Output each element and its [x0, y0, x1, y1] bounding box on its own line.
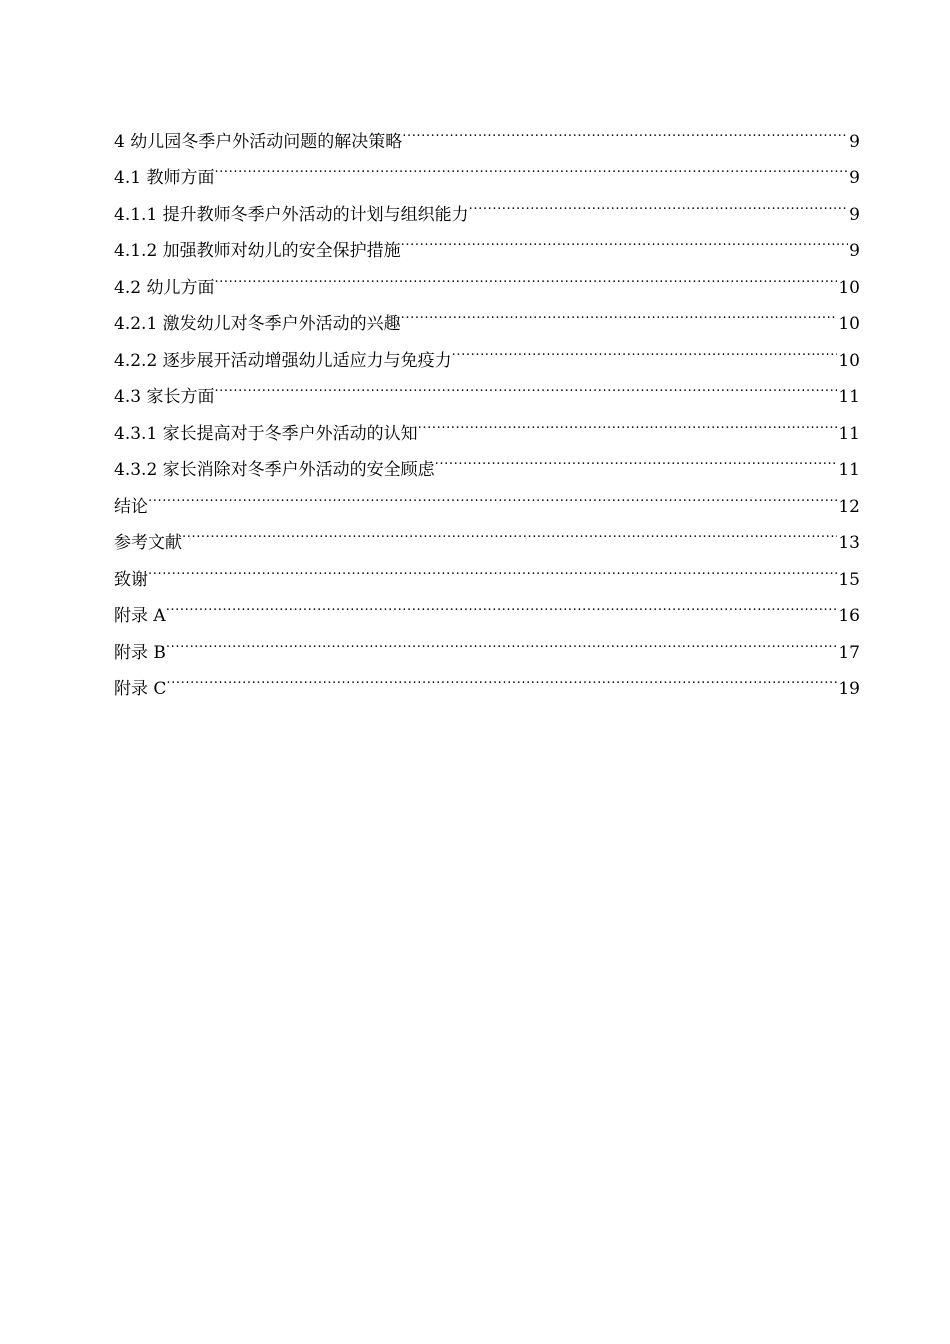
toc-entry-title: 致谢 [114, 569, 148, 590]
toc-dot-leader [214, 256, 837, 293]
toc-entry[interactable] [114, 585, 860, 626]
toc-dot-leader [401, 220, 849, 257]
toc-entry-title: 参考文献 [114, 533, 182, 553]
toc-dot-leader [166, 658, 837, 695]
toc-entry-title: 4.2 幼儿方面 [114, 277, 215, 298]
toc-entry-title: 4.3.1 家长提高对于冬季户外活动的认知 [114, 423, 418, 444]
toc-entry-title: 附录 C [114, 679, 167, 699]
toc-entry-page: 17 [838, 642, 860, 663]
toc-entry-title: 4.3 家长方面 [114, 387, 215, 407]
toc-entry-page: 11 [838, 387, 860, 407]
toc-entry[interactable] [114, 110, 860, 152]
toc-dot-leader [469, 183, 849, 220]
toc-entry-title: 附录 A [114, 606, 166, 626]
toc-entry-title: 结论 [114, 496, 148, 517]
toc-dot-leader [166, 585, 838, 622]
toc-entry[interactable] [114, 256, 860, 298]
toc-entry-title: 4.2.1 激发幼儿对冬季户外活动的兴趣 [114, 314, 401, 334]
toc-entry-title: 4.3.2 家长消除对冬季户外活动的安全顾虑 [114, 460, 435, 480]
toc-entry-page: 9 [849, 241, 860, 261]
toc-dot-leader [418, 402, 838, 439]
toc-entry[interactable] [114, 183, 860, 225]
toc-entry[interactable] [114, 548, 860, 590]
toc-entry-page: 10 [838, 277, 860, 298]
toc-entry[interactable] [114, 366, 860, 407]
toc-entry-page: 15 [838, 569, 860, 590]
toc-entry[interactable] [114, 147, 860, 188]
toc-dot-leader [402, 110, 848, 147]
toc-dot-leader [214, 366, 837, 403]
toc-entry-page: 16 [838, 606, 860, 626]
toc-entry-page: 9 [849, 131, 860, 152]
toc-entry-page: 12 [838, 496, 860, 517]
toc-entry-page: 13 [838, 533, 860, 553]
toc-dot-leader [166, 621, 837, 658]
table-of-contents [114, 110, 860, 699]
toc-entry-page: 10 [838, 350, 860, 371]
toc-entry-page: 9 [849, 204, 860, 225]
toc-entry[interactable] [114, 293, 860, 334]
toc-entry[interactable] [114, 658, 860, 699]
toc-dot-leader [214, 147, 848, 184]
toc-entry-page: 9 [849, 168, 860, 188]
toc-dot-leader [435, 439, 838, 476]
toc-entry[interactable] [114, 621, 860, 663]
toc-entry-title: 4 幼儿园冬季户外活动问题的解决策略 [114, 131, 403, 152]
toc-entry[interactable] [114, 512, 860, 553]
toc-entry-title: 4.1 教师方面 [114, 168, 215, 188]
toc-entry[interactable] [114, 475, 860, 517]
toc-entry-title: 4.1.1 提升教师冬季户外活动的计划与组织能力 [114, 204, 469, 225]
toc-entry-page: 19 [838, 679, 860, 699]
toc-entry-title: 4.2.2 逐步展开活动增强幼儿适应力与免疫力 [114, 350, 452, 371]
toc-dot-leader [452, 329, 838, 366]
toc-dot-leader [182, 512, 837, 549]
toc-entry-title: 附录 B [114, 642, 166, 663]
toc-entry-page: 10 [838, 314, 860, 334]
toc-entry-page: 11 [838, 423, 860, 444]
toc-entry-page: 11 [838, 460, 860, 480]
toc-entry-title: 4.1.2 加强教师对幼儿的安全保护措施 [114, 241, 401, 261]
toc-dot-leader [148, 548, 837, 585]
toc-dot-leader [148, 475, 837, 512]
toc-dot-leader [401, 293, 838, 330]
toc-entry[interactable] [114, 402, 860, 444]
